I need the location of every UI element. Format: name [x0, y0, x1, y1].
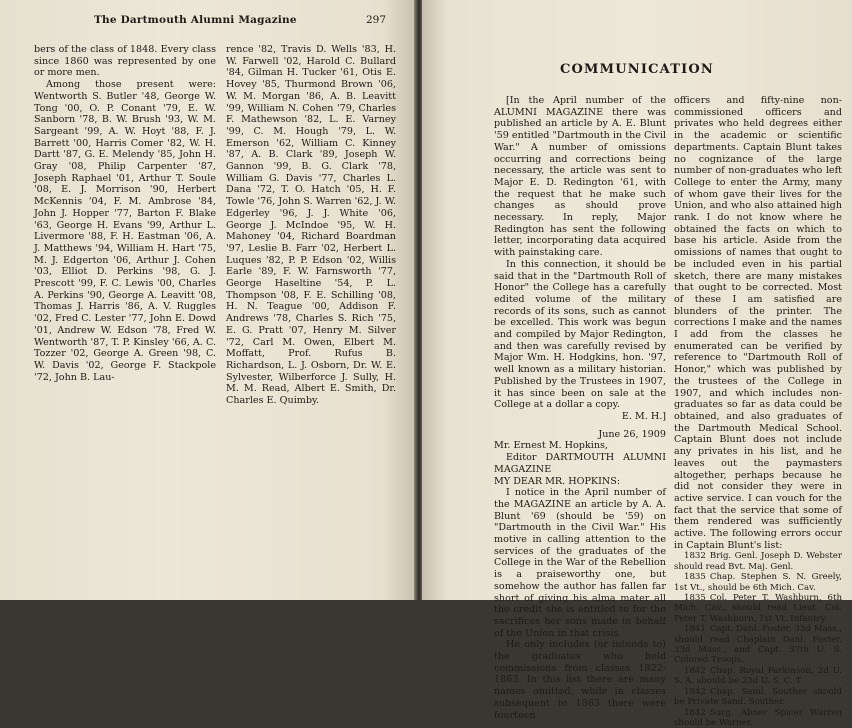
errata-text: Chap. Saml. Souther should be Private Saml. Souther.	[674, 686, 842, 708]
right-column-1	[494, 95, 666, 721]
salutation: MY DEAR MR. HOPKINS:	[494, 475, 621, 487]
errata-item	[674, 624, 842, 666]
addressee-title: Editor DARTMOUTH ALUMNI MAGAZINE	[494, 452, 666, 475]
errata-item	[674, 687, 842, 708]
attendees-continued: rence '82, Travis D. Wells '83, H. W. Farwell '02, Harold C. Bullard '84, Gilman H. Tucker '61, Otis E. Hovey '85, Thurmond Brown '06, W. M. Morgan '86, A. B. Leavitt '99, William N. Cohen '79, Charles F. Mathewson '82, L. E. Varney '99, C. M. Hough '79, L. W. Emerson '62, William C. Kinney '87, A. B. Clark '89, Joseph W. Gannon '99, B. G. Clark '78, William G. Davis '77, Charles L. Dana '72, T. O. Hatch '05, H. F. Towle '76, John S. Warren '62, J. W. Edgerley '96, J. J. White '06, George J. McIndoe '95, W. H. Mahoney '04, Richard Boardman '97, Leslie B. Farr '02, Herbert L. Luques '82, P. P. Edson '02, Willis Earle '89, F. W. Farnsworth '77, George Haseltine '54, P. L. Thompson '08, F. E. Schilling '08, H. N. Teague '00, Addison F. Andrews '78, Charles S. Rich '75, E. G. Pratt '07, Henry M. Silver '72, Carl M. Owen, Elbert M. Moffatt, Prof. Rufus B. Richardson, L. J. Osborn, Dr. W. E. Sylvester, Wilberforce J. Sully, H. M. M. Read, Albert E. Smith, Dr. Charles E. Quimby.	[226, 44, 396, 407]
errata-year: 1835	[684, 572, 706, 583]
section-heading: COMMUNICATION	[559, 62, 715, 77]
editor-intro-2: In this connection, it should be said that in the "Dartmouth Roll of Honor" the College has a carefully edited volume of the military records of its sons, such as cannot be excelled. This work was begun and compiled by Major Redington, and then was carefully revised by Major Wm. H. Hodgkins, hon. '97, well known as a military historian. Published by the Trustees in 1907, it has since been on sale at the College at a dollar a copy.	[494, 258, 666, 411]
addressee: Mr. Ernest M. Hopkins,	[494, 440, 608, 452]
errata-item	[674, 708, 842, 728]
errata-year: 1842	[684, 707, 706, 718]
errata-item	[674, 666, 842, 687]
right-page	[422, 0, 852, 728]
errata-item	[674, 593, 842, 624]
page-number: 297	[365, 14, 386, 26]
left-column-1	[34, 44, 216, 383]
errata-year: 1841	[684, 624, 706, 635]
left-page	[0, 0, 416, 600]
errata-year: 1842	[684, 686, 706, 697]
errata-text: Chap. Royal Parkinson, 2d U. S. A. should be 23d U. S. C. T.	[674, 665, 842, 687]
letter-paragraph: I notice in the April number of the MAGAZINE an article by A. A. Blunt '69 (should be '59) on "Dartmouth in the Civil War." His motive in calling attention to the services of the graduates of the College in the War of the Rebellion is a praiseworthy one, but somehow the author has fallen far short of giving his alma mater all the credit she is entitled to for the sacrifices her sons made in behalf of the Union in that crisis.	[494, 487, 666, 639]
letter-date: June 26, 1909	[598, 428, 666, 440]
errata-list	[674, 551, 842, 728]
errata-text: Surg. Abner Spicer Warren should be Warner.	[674, 707, 842, 728]
errata-item	[674, 551, 842, 572]
paragraph: bers of the class of 1848. Every class since 1860 was represented by one or more men.	[34, 44, 216, 79]
errata-item	[674, 572, 842, 593]
letter-paragraph: He only includes (or intends to) the graduates who held commissions from classes 1822-1863. In this list there are many names omitted, while in classes subsequent to 1863 there were fourteen	[494, 639, 666, 721]
letter-continued: officers and fifty-nine non-commissioned officers and privates who held degrees either in the academic or scientific departments. Captain Blunt takes no cognizance of the large number of non-graduates who left College to enter the Army, many of whom gave their lives for the Union, and who also attained high rank. I do not know where he obtained the facts on which to base his article. Aside from the omissions of names that ought to be included even in his partial sketch, there are many mistakes that ought to be corrected. Most of these I am satisfied are blunders of the printer. The corrections I make and the names I add from the classes he enumerated can be verified by reference to "Dartmouth Roll of Honor," which was published by the trustees of the College in 1907, and which includes non-graduates so far as data could be obtained, and also graduates of the Dartmouth Medical School. Captain Blunt does not include any privates in his list, and he leaves out the paymasters altogether, perhaps because he did not consider they were in active service. I can vouch for the fact that the service that some of them rendered was sufficiently active. The following errors occur in Captain Blunt's list:	[674, 95, 842, 551]
editor-intro: [In the April number of the ALUMNI MAGAZINE there was published an article by A. E. Blunt '59 entitled "Dartmouth in the Civil War." A number of omissions occurring and corrections being necessary, the article was sent to Major E. D. Redington '61, with the request that he make such changes as should prove necessary. In reply, Major Redington has sent the following letter, incorporating data acquired with painstaking care.	[494, 95, 666, 259]
running-head: The Dartmouth Alumni Magazine	[94, 14, 297, 26]
editor-signature: E. M. H.]	[621, 410, 666, 422]
errata-text: Brig. Genl. Joseph D. Webster should read Bvt. Maj. Genl.	[674, 551, 842, 572]
right-column-2	[674, 95, 842, 728]
errata-text: Chap. Stephen S. N. Greely, 1st Vt., should be 6th Mich. Cav.	[674, 572, 842, 593]
errata-year: 1842	[684, 665, 706, 676]
errata-year: 1835	[684, 593, 706, 604]
errata-text: Col. Peter T. Washburn, 6th Mich. Cav., should read Lieut. Col. Peter T. Washburn, 1st Vt. Infantry.	[674, 593, 842, 624]
errata-text: Capt. Danl. Foster, 33d Mass., should read Chaplain Danl. Foster, 33d Mass., and Capt. 37th U. S. Colored Troops.	[674, 624, 842, 666]
attendees-paragraph: Among those present were: Wentworth S. Butler '48, George W. Tong '00, O. P. Conant '79, E. W. Sanborn '78, B. W. Brush '93, W. M. Sargeant '99, A. W. Hoyt '88, F. J. Barrett '00, Harris Comer '82, W. H. Dartt '87, G. E. Melendy '85, John H. Gray '08, Philip Carpenter '87, Joseph Raphael '01, Arthur T. Soule '08, E. J. Morrison '90, Herbert McKennis '04, F. M. Ambrose '84, John J. Hopper '77, Barton F. Blake '63, George H. Evans '99, Arthur L. Livermore '88, F. H. Eastman '06, A. J. Matthews '94, William H. Hart '75, M. J. Edgerton '06, Arthur J. Cohen '03, Elliot D. Perkins '98, G. J. Prescott '99, F. C. Lewis '00, Charles A. Perkins '90, George A. Leavitt '08, Thomas J. Harris '86, A. V. Ruggles '02, Fred C. Lester '77, John E. Dowd '01, Andrew W. Edson '78, Fred W. Wentworth '87, T. P. Kinsley '66, A. C. Tozzer '02, George A. Green '98, C. W. Davis '02, George F. Stackpole '72, John B. Lau-	[34, 79, 216, 383]
errata-year: 1832	[684, 551, 706, 562]
left-column-2	[226, 44, 396, 407]
